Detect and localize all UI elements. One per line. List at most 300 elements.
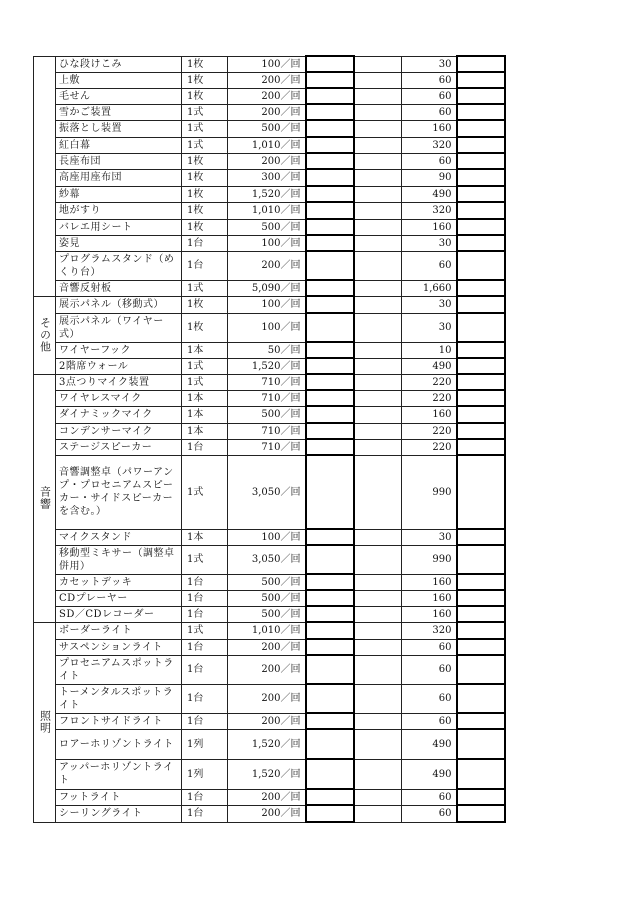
item-unit: 1枚 <box>182 219 228 235</box>
quantity-input-box[interactable] <box>306 280 354 296</box>
item-fee: 60 <box>402 639 457 655</box>
table-row <box>34 137 505 153</box>
quantity-input-box[interactable] <box>306 545 354 574</box>
item-unit: 1列 <box>182 759 228 789</box>
item-price: 200／回 <box>228 713 306 729</box>
blank-cell <box>354 358 402 374</box>
item-name: シーリングライト <box>56 805 182 822</box>
item-name: コンデンサーマイク <box>56 423 182 439</box>
item-unit: 1枚 <box>182 186 228 202</box>
item-fee: 320 <box>402 202 457 219</box>
item-unit: 1台 <box>182 606 228 622</box>
item-fee: 60 <box>402 684 457 713</box>
amount-input-box[interactable] <box>457 202 505 219</box>
item-unit: 1枚 <box>182 169 228 186</box>
item-name: SD／CDレコーダー <box>56 606 182 622</box>
item-name: 長座布団 <box>56 153 182 169</box>
item-fee: 60 <box>402 251 457 280</box>
category-cell <box>34 56 56 296</box>
item-price: 200／回 <box>228 72 306 88</box>
category-cell: 音響 <box>34 374 56 622</box>
quantity-input-box[interactable] <box>306 606 354 622</box>
table-row <box>34 186 505 202</box>
item-fee: 60 <box>402 88 457 104</box>
table-row <box>34 88 505 104</box>
blank-cell <box>354 713 402 729</box>
item-price: 100／回 <box>228 56 306 72</box>
item-unit: 1枚 <box>182 88 228 104</box>
item-name: 紅白幕 <box>56 137 182 153</box>
item-fee: 160 <box>402 606 457 622</box>
amount-input-box[interactable] <box>457 296 505 313</box>
item-fee: 490 <box>402 186 457 202</box>
item-fee: 490 <box>402 729 457 759</box>
item-name: 地がすり <box>56 202 182 219</box>
item-unit: 1台 <box>182 251 228 280</box>
quantity-input-box[interactable] <box>306 729 354 759</box>
item-name: ステージスピーカー <box>56 439 182 455</box>
item-name: ロアーホリゾントライト <box>56 729 182 759</box>
item-name: ボーダーライト <box>56 622 182 639</box>
item-name: ワイヤーフック <box>56 342 182 358</box>
table-row <box>34 358 505 374</box>
amount-input-box[interactable] <box>457 56 505 72</box>
item-price: 50／回 <box>228 342 306 358</box>
blank-cell <box>354 88 402 104</box>
item-price: 5,090／回 <box>228 280 306 296</box>
item-fee: 60 <box>402 789 457 805</box>
quantity-input-box[interactable] <box>306 406 354 423</box>
quantity-input-box[interactable] <box>306 358 354 374</box>
quantity-input-box[interactable] <box>306 805 354 822</box>
blank-cell <box>354 235 402 251</box>
quantity-input-box[interactable] <box>306 153 354 169</box>
blank-cell <box>354 104 402 120</box>
quantity-input-box[interactable] <box>306 56 354 72</box>
item-unit: 1本 <box>182 406 228 423</box>
item-price: 200／回 <box>228 251 306 280</box>
blank-cell <box>354 455 402 529</box>
table-row <box>34 729 505 759</box>
item-price: 1,520／回 <box>228 358 306 374</box>
item-name: ワイヤレスマイク <box>56 390 182 406</box>
table-row <box>34 280 505 296</box>
item-unit: 1枚 <box>182 313 228 342</box>
blank-cell <box>354 186 402 202</box>
item-name: プログラムスタンド（めくり台） <box>56 251 182 280</box>
table-row <box>34 684 505 713</box>
item-price: 500／回 <box>228 606 306 622</box>
item-name: 姿見 <box>56 235 182 251</box>
item-fee: 490 <box>402 759 457 789</box>
blank-cell <box>354 423 402 439</box>
item-name: トーメンタルスポットライト <box>56 684 182 713</box>
blank-cell <box>354 545 402 574</box>
amount-input-box[interactable] <box>457 235 505 251</box>
item-price: 100／回 <box>228 296 306 313</box>
item-fee: 160 <box>402 574 457 590</box>
item-fee: 60 <box>402 153 457 169</box>
quantity-input-box[interactable] <box>306 202 354 219</box>
quantity-input-box[interactable] <box>306 759 354 789</box>
blank-cell <box>354 202 402 219</box>
item-name: フットライト <box>56 789 182 805</box>
amount-input-box[interactable] <box>457 529 505 545</box>
item-fee: 490 <box>402 358 457 374</box>
item-price: 500／回 <box>228 590 306 606</box>
amount-input-box[interactable] <box>457 406 505 423</box>
blank-cell <box>354 759 402 789</box>
amount-input-box[interactable] <box>457 423 505 439</box>
quantity-input-box[interactable] <box>306 390 354 406</box>
item-unit: 1枚 <box>182 296 228 313</box>
equipment-fee-table <box>33 55 506 823</box>
item-unit: 1本 <box>182 390 228 406</box>
item-price: 500／回 <box>228 406 306 423</box>
item-name: ひな段けこみ <box>56 56 182 72</box>
item-price: 500／回 <box>228 574 306 590</box>
table-row <box>34 622 505 639</box>
item-name: フロントサイドライト <box>56 713 182 729</box>
blank-cell <box>354 789 402 805</box>
item-name: アッパーホリゾントライト <box>56 759 182 789</box>
amount-input-box[interactable] <box>457 169 505 186</box>
item-name: 高座用座布団 <box>56 169 182 186</box>
item-fee: 30 <box>402 56 457 72</box>
blank-cell <box>354 606 402 622</box>
item-price: 1,520／回 <box>228 759 306 789</box>
item-name: 雪かご装置 <box>56 104 182 120</box>
amount-input-box[interactable] <box>457 622 505 639</box>
item-name: バレエ用シート <box>56 219 182 235</box>
item-unit: 1台 <box>182 805 228 822</box>
item-price: 710／回 <box>228 374 306 390</box>
blank-cell <box>354 219 402 235</box>
quantity-input-box[interactable] <box>306 684 354 713</box>
table-row <box>34 455 505 529</box>
item-fee: 160 <box>402 120 457 137</box>
amount-input-box[interactable] <box>457 439 505 455</box>
table-row <box>34 390 505 406</box>
blank-cell <box>354 729 402 759</box>
quantity-input-box[interactable] <box>306 789 354 805</box>
amount-input-box[interactable] <box>457 713 505 729</box>
blank-cell <box>354 120 402 137</box>
item-unit: 1式 <box>182 545 228 574</box>
item-unit: 1台 <box>182 590 228 606</box>
table-row <box>34 313 505 342</box>
item-unit: 1枚 <box>182 56 228 72</box>
blank-cell <box>354 390 402 406</box>
quantity-input-box[interactable] <box>306 439 354 455</box>
item-name: 振落とし装置 <box>56 120 182 137</box>
item-name: 2階席ウォール <box>56 358 182 374</box>
blank-cell <box>354 280 402 296</box>
item-fee: 160 <box>402 406 457 423</box>
item-unit: 1台 <box>182 713 228 729</box>
table-row <box>34 574 505 590</box>
item-unit: 1式 <box>182 104 228 120</box>
item-name: 紗幕 <box>56 186 182 202</box>
item-unit: 1式 <box>182 622 228 639</box>
blank-cell <box>354 153 402 169</box>
amount-input-box[interactable] <box>457 655 505 684</box>
amount-input-box[interactable] <box>457 639 505 655</box>
blank-cell <box>354 137 402 153</box>
quantity-input-box[interactable] <box>306 639 354 655</box>
amount-input-box[interactable] <box>457 120 505 137</box>
amount-input-box[interactable] <box>457 606 505 622</box>
item-fee: 220 <box>402 374 457 390</box>
blank-cell <box>354 342 402 358</box>
amount-input-box[interactable] <box>457 104 505 120</box>
item-name: サスペンションライト <box>56 639 182 655</box>
item-name: マイクスタンド <box>56 529 182 545</box>
blank-cell <box>354 590 402 606</box>
blank-cell <box>354 805 402 822</box>
quantity-input-box[interactable] <box>306 251 354 280</box>
quantity-input-box[interactable] <box>306 574 354 590</box>
item-price: 200／回 <box>228 639 306 655</box>
item-unit: 1枚 <box>182 202 228 219</box>
category-cell: 照明 <box>34 622 56 822</box>
table-row <box>34 374 505 390</box>
item-price: 1,010／回 <box>228 202 306 219</box>
table-row <box>34 805 505 822</box>
amount-input-box[interactable] <box>457 219 505 235</box>
amount-input-box[interactable] <box>457 789 505 805</box>
item-price: 200／回 <box>228 789 306 805</box>
blank-cell <box>354 439 402 455</box>
item-unit: 1式 <box>182 358 228 374</box>
quantity-input-box[interactable] <box>306 622 354 639</box>
table-row <box>34 219 505 235</box>
item-name: 毛せん <box>56 88 182 104</box>
table-row <box>34 342 505 358</box>
blank-cell <box>354 574 402 590</box>
blank-cell <box>354 639 402 655</box>
table-row <box>34 251 505 280</box>
item-name: 3点つりマイク装置 <box>56 374 182 390</box>
item-unit: 1本 <box>182 529 228 545</box>
quantity-input-box[interactable] <box>306 104 354 120</box>
table-row <box>34 235 505 251</box>
item-fee: 30 <box>402 529 457 545</box>
item-price: 710／回 <box>228 390 306 406</box>
item-price: 1,010／回 <box>228 137 306 153</box>
table-row <box>34 606 505 622</box>
blank-cell <box>354 529 402 545</box>
item-price: 100／回 <box>228 529 306 545</box>
item-price: 710／回 <box>228 423 306 439</box>
table-row <box>34 406 505 423</box>
quantity-input-box[interactable] <box>306 713 354 729</box>
quantity-input-box[interactable] <box>306 342 354 358</box>
amount-input-box[interactable] <box>457 137 505 153</box>
amount-input-box[interactable] <box>457 805 505 822</box>
table-row <box>34 296 505 313</box>
table-row <box>34 153 505 169</box>
amount-input-box[interactable] <box>457 759 505 789</box>
item-unit: 1枚 <box>182 72 228 88</box>
item-name: 音響反射板 <box>56 280 182 296</box>
quantity-input-box[interactable] <box>306 120 354 137</box>
item-price: 200／回 <box>228 153 306 169</box>
item-name: 展示パネル（移動式） <box>56 296 182 313</box>
item-unit: 1台 <box>182 655 228 684</box>
item-fee: 990 <box>402 545 457 574</box>
table-row <box>34 639 505 655</box>
equipment-rows <box>34 56 505 822</box>
item-name: カセットデッキ <box>56 574 182 590</box>
item-fee: 90 <box>402 169 457 186</box>
amount-input-box[interactable] <box>457 590 505 606</box>
quantity-input-box[interactable] <box>306 186 354 202</box>
item-price: 3,050／回 <box>228 545 306 574</box>
item-price: 1,520／回 <box>228 729 306 759</box>
quantity-input-box[interactable] <box>306 655 354 684</box>
item-fee: 1,660 <box>402 280 457 296</box>
quantity-input-box[interactable] <box>306 296 354 313</box>
quantity-input-box[interactable] <box>306 590 354 606</box>
item-unit: 1台 <box>182 439 228 455</box>
item-fee: 60 <box>402 104 457 120</box>
blank-cell <box>354 406 402 423</box>
table-row <box>34 120 505 137</box>
amount-input-box[interactable] <box>457 186 505 202</box>
item-name: 展示パネル（ワイヤー式） <box>56 313 182 342</box>
table-row <box>34 104 505 120</box>
quantity-input-box[interactable] <box>306 219 354 235</box>
amount-input-box[interactable] <box>457 390 505 406</box>
item-fee: 990 <box>402 455 457 529</box>
item-fee: 60 <box>402 805 457 822</box>
table-row <box>34 545 505 574</box>
item-fee: 60 <box>402 72 457 88</box>
amount-input-box[interactable] <box>457 72 505 88</box>
item-fee: 320 <box>402 137 457 153</box>
table-row <box>34 169 505 186</box>
item-unit: 1列 <box>182 729 228 759</box>
item-price: 200／回 <box>228 104 306 120</box>
amount-input-box[interactable] <box>457 374 505 390</box>
table-row <box>34 72 505 88</box>
amount-input-box[interactable] <box>457 280 505 296</box>
item-name: 上敷 <box>56 72 182 88</box>
quantity-input-box[interactable] <box>306 72 354 88</box>
item-unit: 1式 <box>182 137 228 153</box>
item-name: 音響調整卓（パワーアンプ・プロセニアムスピーカー・サイドスピーカーを含む。） <box>56 455 182 529</box>
item-price: 1,520／回 <box>228 186 306 202</box>
item-name: ダイナミックマイク <box>56 406 182 423</box>
amount-input-box[interactable] <box>457 88 505 104</box>
blank-cell <box>354 655 402 684</box>
table-row <box>34 713 505 729</box>
amount-input-box[interactable] <box>457 729 505 759</box>
item-name: CDプレーヤー <box>56 590 182 606</box>
table-row <box>34 655 505 684</box>
item-price: 500／回 <box>228 219 306 235</box>
blank-cell <box>354 251 402 280</box>
item-fee: 60 <box>402 655 457 684</box>
item-fee: 320 <box>402 622 457 639</box>
item-price: 500／回 <box>228 120 306 137</box>
quantity-input-box[interactable] <box>306 313 354 342</box>
item-fee: 30 <box>402 235 457 251</box>
quantity-input-box[interactable] <box>306 235 354 251</box>
amount-input-box[interactable] <box>457 313 505 342</box>
item-fee: 30 <box>402 296 457 313</box>
quantity-input-box[interactable] <box>306 137 354 153</box>
item-unit: 1台 <box>182 574 228 590</box>
table-row <box>34 423 505 439</box>
item-fee: 160 <box>402 590 457 606</box>
blank-cell <box>354 72 402 88</box>
quantity-input-box[interactable] <box>306 423 354 439</box>
table-row <box>34 439 505 455</box>
table-row <box>34 202 505 219</box>
blank-cell <box>354 684 402 713</box>
blank-cell <box>354 313 402 342</box>
item-unit: 1本 <box>182 342 228 358</box>
item-price: 200／回 <box>228 684 306 713</box>
blank-cell <box>354 374 402 390</box>
amount-input-box[interactable] <box>457 342 505 358</box>
item-fee: 220 <box>402 423 457 439</box>
amount-input-box[interactable] <box>457 251 505 280</box>
amount-input-box[interactable] <box>457 455 505 529</box>
item-unit: 1枚 <box>182 153 228 169</box>
item-unit: 1式 <box>182 455 228 529</box>
table-row <box>34 529 505 545</box>
item-price: 300／回 <box>228 169 306 186</box>
item-price: 3,050／回 <box>228 455 306 529</box>
quantity-input-box[interactable] <box>306 88 354 104</box>
category-cell: その他 <box>34 296 56 374</box>
item-price: 710／回 <box>228 439 306 455</box>
quantity-input-box[interactable] <box>306 529 354 545</box>
item-unit: 1式 <box>182 280 228 296</box>
quantity-input-box[interactable] <box>306 169 354 186</box>
amount-input-box[interactable] <box>457 153 505 169</box>
item-name: 移動型ミキサー（調整卓併用） <box>56 545 182 574</box>
item-fee: 30 <box>402 313 457 342</box>
item-fee: 10 <box>402 342 457 358</box>
item-unit: 1台 <box>182 789 228 805</box>
item-price: 200／回 <box>228 655 306 684</box>
amount-input-box[interactable] <box>457 684 505 713</box>
item-price: 1,010／回 <box>228 622 306 639</box>
item-unit: 1台 <box>182 639 228 655</box>
item-fee: 220 <box>402 439 457 455</box>
quantity-input-box[interactable] <box>306 455 354 529</box>
amount-input-box[interactable] <box>457 574 505 590</box>
item-unit: 1本 <box>182 423 228 439</box>
blank-cell <box>354 622 402 639</box>
amount-input-box[interactable] <box>457 358 505 374</box>
item-unit: 1台 <box>182 684 228 713</box>
item-price: 100／回 <box>228 235 306 251</box>
item-fee: 60 <box>402 713 457 729</box>
quantity-input-box[interactable] <box>306 374 354 390</box>
item-name: プロセニアムスポットライト <box>56 655 182 684</box>
table-row <box>34 789 505 805</box>
blank-cell <box>354 296 402 313</box>
table-row <box>34 590 505 606</box>
item-fee: 160 <box>402 219 457 235</box>
item-price: 200／回 <box>228 88 306 104</box>
amount-input-box[interactable] <box>457 545 505 574</box>
